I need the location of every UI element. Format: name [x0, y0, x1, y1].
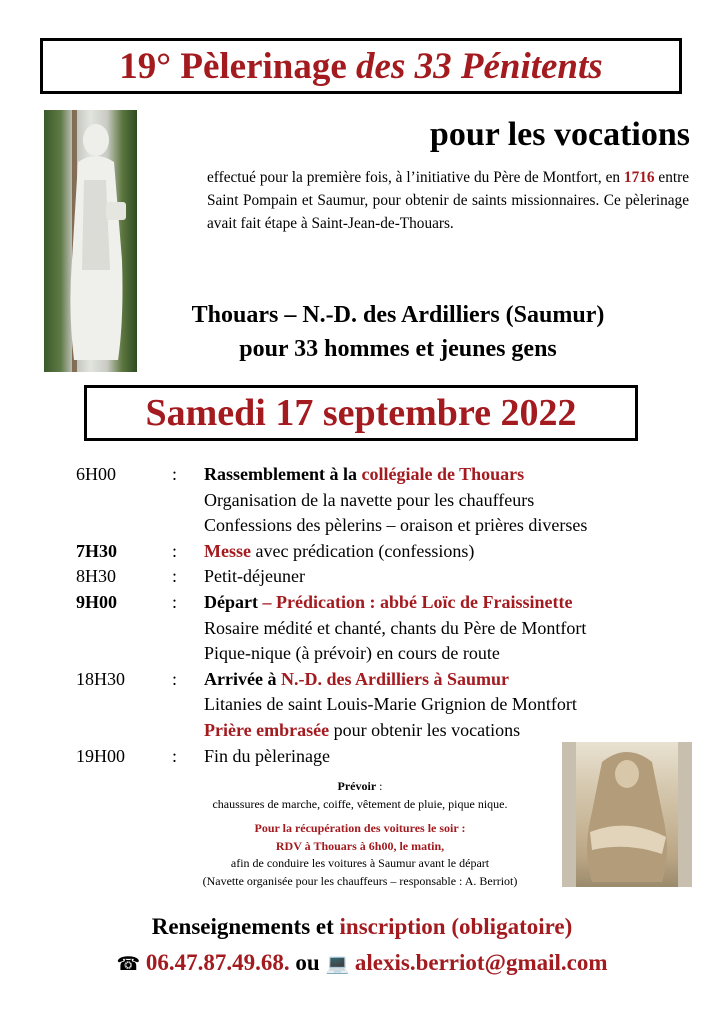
schedule-colon: : — [172, 566, 178, 587]
pieta-photo — [562, 742, 692, 887]
schedule-row — [76, 667, 716, 693]
route-line2: pour 33 hommes et jeunes gens — [239, 336, 557, 362]
intro-text2: entre Saint Pompain et Saumur, pour obtenir de saints missionnaires. Ce pèlerinage avait fait étape à Saint-Jean-de-Thouars. — [207, 169, 689, 232]
schedule-colon: : — [172, 591, 178, 612]
schedule-row — [76, 488, 716, 514]
schedule-text-highlight: collégiale de Thouars — [361, 464, 525, 484]
prevoir-colon: : — [376, 779, 383, 793]
notes — [160, 778, 560, 891]
schedule-text-highlight: N.-D. des Ardilliers à Saumur — [280, 668, 509, 689]
schedule-time: 7H30 — [76, 540, 118, 561]
navette-text: (Navette organisée pour les chauffeurs – responsable : A. Berriot) — [202, 873, 518, 888]
contact-ou: ou — [289, 950, 326, 975]
schedule-row — [76, 641, 716, 667]
schedule-text: Fin du pèlerinage — [204, 745, 330, 766]
schedule-row — [76, 462, 716, 488]
schedule-text-highlight: Prière embrasée — [204, 719, 330, 740]
schedule-row — [76, 590, 716, 616]
prevoir-label: Prévoir — [337, 779, 377, 793]
schedule-row — [76, 564, 716, 590]
prevoir-text: chaussures de marche, coiffe, vêtement de pluie, pique nique. — [212, 796, 508, 811]
schedule-text — [204, 590, 716, 616]
schedule-row — [76, 513, 716, 539]
computer-icon: 💻 — [325, 953, 350, 975]
schedule-text-part: Rassemblement à la — [204, 464, 362, 484]
schedule-time: 6H00 — [76, 464, 116, 484]
recup-heading: Pour la récupération des voitures le soir : — [254, 821, 466, 836]
schedule-text-part: avec prédication (confessions) — [250, 540, 475, 561]
afin-text: afin de conduire les voitures à Saumur avant le départ — [230, 856, 490, 871]
schedule-text: Petit-déjeuner — [204, 566, 305, 587]
schedule-text-part: Arrivée à — [204, 668, 281, 689]
pieta-drawing — [562, 742, 692, 887]
contact-heading-highlight: inscription (obligatoire) — [339, 914, 573, 939]
contact-line — [0, 950, 724, 976]
prevoir-heading — [160, 778, 560, 796]
schedule-text-part: pour obtenir les vocations — [329, 719, 521, 740]
schedule-text-highlight: Messe — [204, 540, 251, 561]
schedule-colon: : — [172, 540, 178, 561]
statue-drawing — [44, 110, 137, 372]
schedule-text — [204, 667, 716, 693]
schedule-text — [204, 462, 716, 488]
contact-heading-part: Renseignements et — [151, 914, 340, 939]
schedule-text-part: – — [257, 591, 276, 612]
contact-heading — [0, 914, 724, 940]
statue-photo — [44, 110, 137, 372]
schedule-text: Pique-nique (à prévoir) en cours de route — [204, 643, 500, 664]
schedule-time: 19H00 — [76, 745, 125, 766]
schedule-row — [76, 718, 716, 744]
schedule-time: 9H00 — [76, 591, 118, 612]
schedule-text — [204, 718, 716, 744]
schedule-text: Litanies de saint Louis-Marie Grignion de Montfort — [204, 694, 577, 715]
page-title — [40, 38, 682, 94]
title-part2: des 33 Pénitents — [356, 45, 603, 87]
schedule-colon: : — [172, 464, 178, 484]
subtitle: pour les vocations — [429, 116, 690, 153]
schedule-text: Rosaire médité et chanté, chants du Père de Montfort — [204, 617, 587, 638]
schedule-text: Confessions des pèlerins – oraison et prières diverses — [204, 515, 588, 536]
schedule-time: 8H30 — [76, 566, 116, 587]
phone-number[interactable]: 06.47.87.49.68. — [145, 950, 290, 975]
email-link[interactable]: alexis.berriot@gmail.com — [354, 950, 608, 975]
schedule-colon: : — [172, 745, 178, 766]
schedule-row — [76, 539, 716, 565]
title-part1: 19° Pèlerinage — [119, 45, 357, 87]
intro-text1: effectué pour la première fois, à l’initiative du Père de Montfort, en — [207, 169, 624, 186]
phone-icon: ☎ — [116, 953, 141, 975]
schedule-text-highlight: Prédication : abbé Loïc de Fraissinette — [275, 591, 573, 612]
intro-paragraph — [207, 166, 689, 235]
schedule-text — [204, 539, 716, 565]
rdv-text: RDV à Thouars à 6h00, le matin, — [275, 838, 445, 853]
schedule-colon: : — [172, 668, 178, 689]
schedule — [76, 462, 716, 769]
route-line1: Thouars – N.-D. des Ardilliers (Saumur) — [191, 302, 605, 328]
intro-year: 1716 — [623, 169, 655, 186]
schedule-time: 18H30 — [76, 668, 125, 689]
schedule-text: Organisation de la navette pour les chauffeurs — [204, 489, 535, 510]
schedule-text-part: Départ — [204, 591, 258, 612]
event-date: Samedi 17 septembre 2022 — [84, 385, 638, 441]
schedule-row — [76, 692, 716, 718]
schedule-row — [76, 616, 716, 642]
